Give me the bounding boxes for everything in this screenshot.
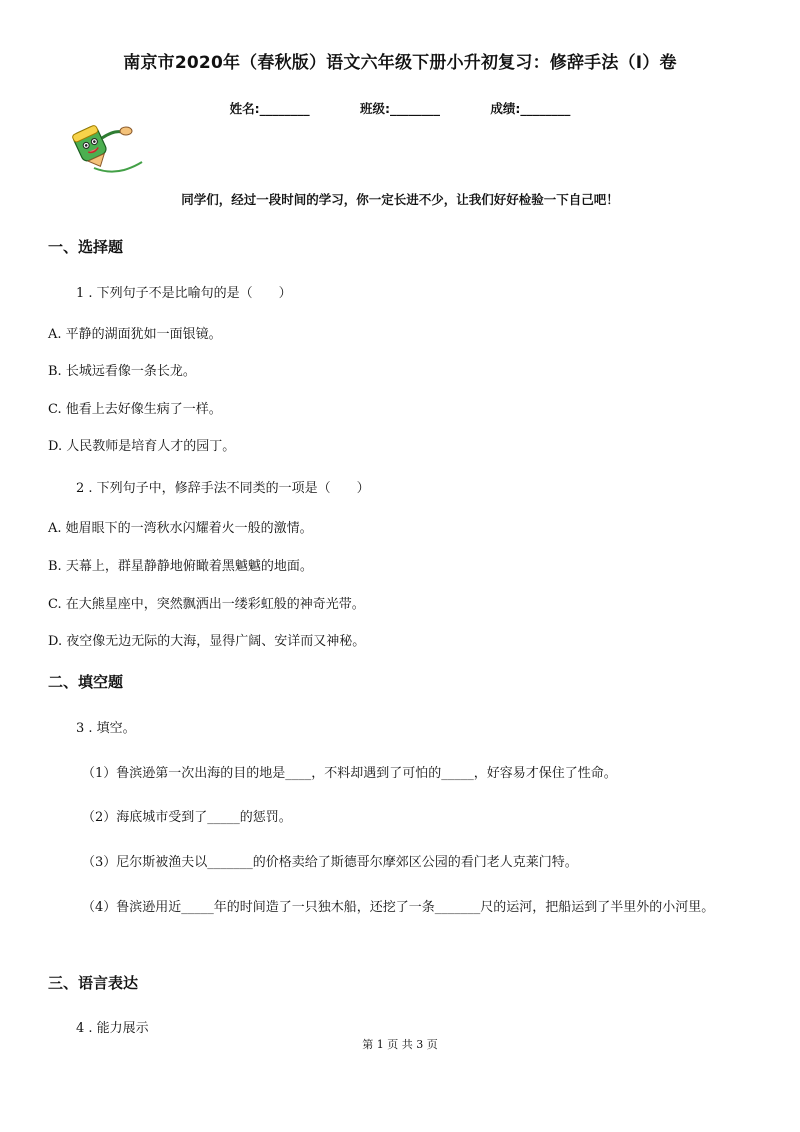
question-2-stem: 2 . 下列句子中，修辞手法不同类的一项是（ ） <box>76 481 370 496</box>
question-3-stem: 3 . 填空。 <box>76 721 136 736</box>
score-field: 成绩:________ <box>490 101 571 116</box>
question-1-option-b: B. 长城远看像一条长龙。 <box>48 364 196 379</box>
question-3-item-2: （2）海底城市受到了_____的惩罚。 <box>82 810 292 825</box>
section-heading-fill: 二、填空题 <box>48 673 124 691</box>
name-field: 姓名:________ <box>229 101 310 116</box>
question-3-item-3: （3）尼尔斯被渔夫以_______的价格卖给了斯德哥尔摩郊区公园的看门老人克莱门特。 <box>82 855 578 870</box>
class-field: 班级:________ <box>360 101 440 116</box>
question-2-option-a: A. 她眉眼下的一湾秋水闪耀着火一般的激情。 <box>48 521 313 536</box>
question-2-option-b: B. 天幕上，群星静静地俯瞰着黑魆魆的地面。 <box>48 559 313 574</box>
question-1-option-c: C. 他看上去好像生病了一样。 <box>48 402 222 417</box>
question-4-stem: 4 . 能力展示 <box>76 1021 149 1036</box>
question-1-option-d: D. 人民教师是培育人才的园丁。 <box>48 439 236 454</box>
section-heading-choice: 一、选择题 <box>48 238 124 256</box>
greeting-text: 同学们，经过一段时间的学习，你一定长进不少，让我们好好检验一下自己吧！ <box>181 192 619 207</box>
document-title: 南京市2020年（春秋版）语文六年级下册小升初复习：修辞手法（I）卷 <box>123 53 677 73</box>
pencil-mascot-image <box>64 122 146 176</box>
question-3-item-1: （1）鲁滨逊第一次出海的目的地是____，不料却遇到了可怕的_____，好容易才保住了性命。 <box>82 766 617 781</box>
question-1-option-a: A. 平静的湖面犹如一面银镜。 <box>48 327 222 342</box>
question-2-option-d: D. 夜空像无边无际的大海，显得广阔、安详而又神秘。 <box>48 634 366 649</box>
question-3-item-4: （4）鲁滨逊用近_____年的时间造了一只独木船，还挖了一条_______尺的运河，把船运到了半里外的小河里。 <box>82 900 715 915</box>
section-heading-language: 三、语言表达 <box>48 974 139 992</box>
page-footer: 第 1 页 共 3 页 <box>362 1038 438 1051</box>
question-1-stem: 1 . 下列句子不是比喻句的是（ ） <box>76 286 292 301</box>
student-info-row <box>0 99 800 117</box>
question-2-option-c: C. 在大熊星座中，突然飘洒出一缕彩虹般的神奇光带。 <box>48 597 365 612</box>
